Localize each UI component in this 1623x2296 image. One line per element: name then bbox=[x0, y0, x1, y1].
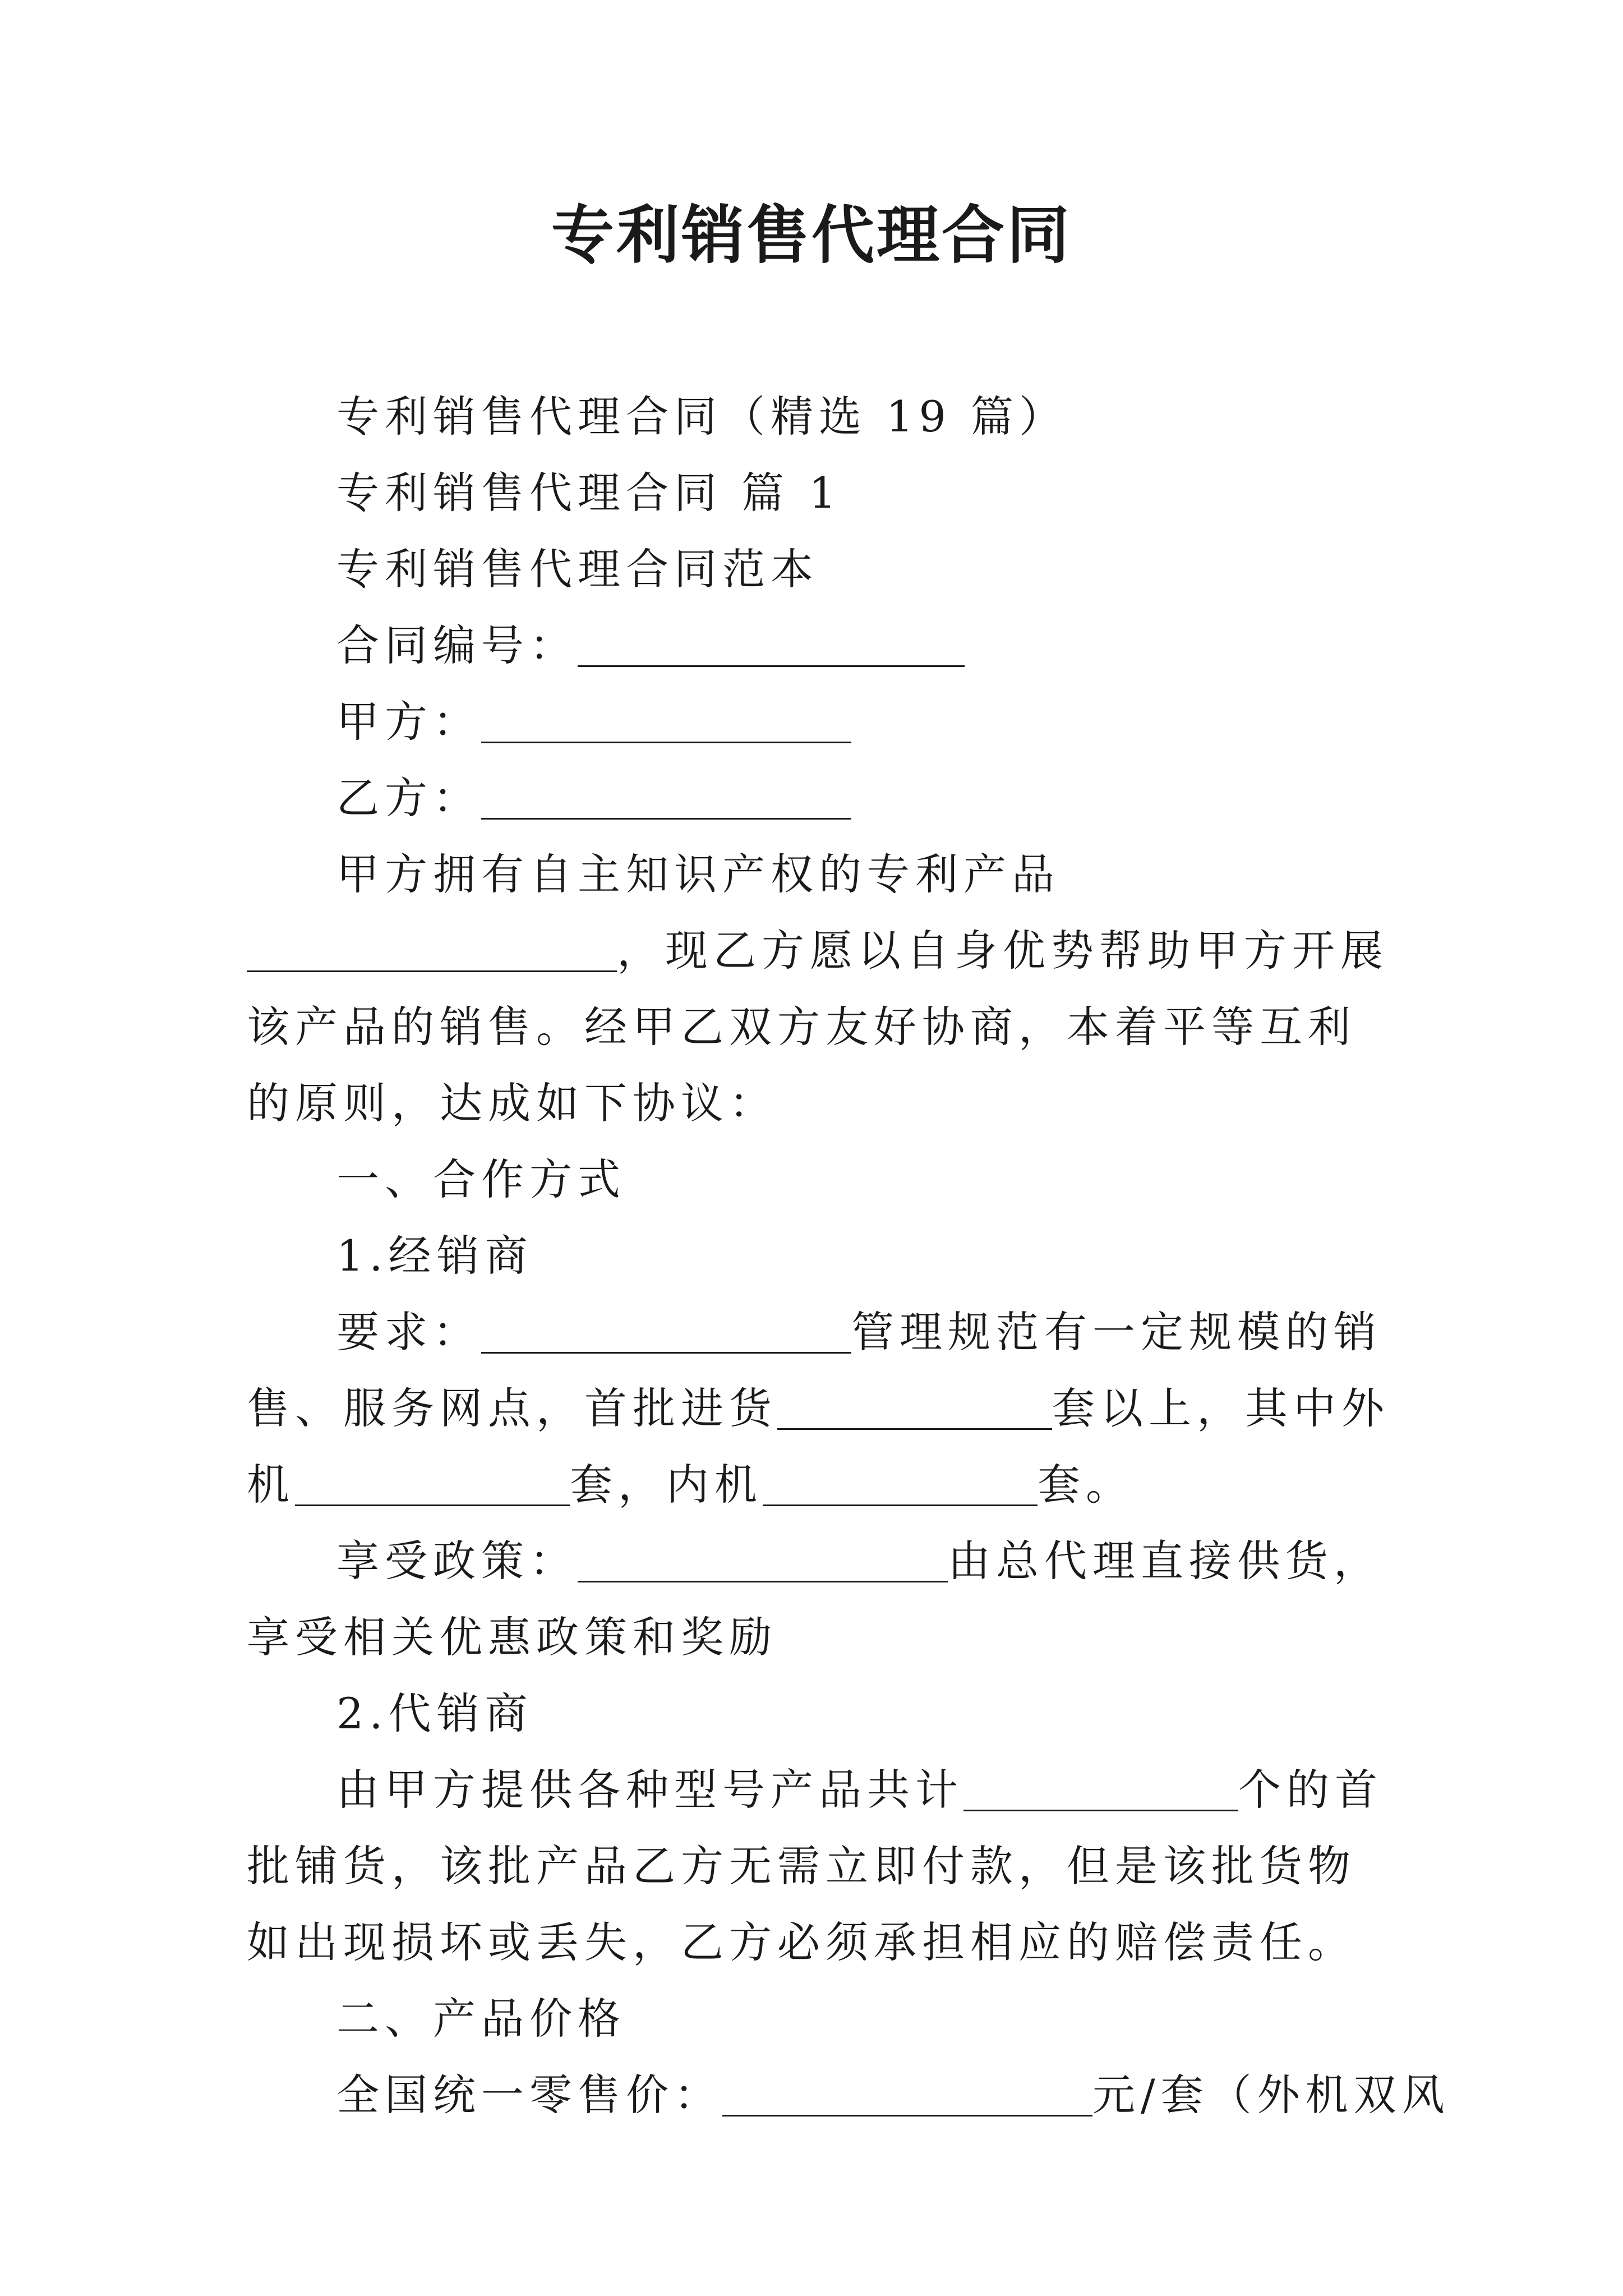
requirements-paragraph bbox=[247, 1294, 1391, 1523]
intro-paragraph bbox=[247, 836, 1391, 1142]
policy-blank bbox=[578, 1538, 948, 1582]
section-2-heading: 二、产品价格 bbox=[336, 1994, 626, 2044]
req-text-c: 套以上，其中外机 bbox=[247, 1383, 1390, 1510]
product-blank bbox=[247, 928, 617, 972]
section-1-heading: 一、合作方式 bbox=[336, 1154, 626, 1204]
contract-number-label: 合同编号： bbox=[336, 620, 578, 670]
party-a-label: 甲方： bbox=[336, 697, 481, 747]
req-text-e: 套。 bbox=[1038, 1460, 1134, 1510]
template-heading: 专利销售代理合同范本 bbox=[336, 544, 819, 594]
contract-number-blank bbox=[578, 623, 965, 667]
price-blank bbox=[722, 2072, 1092, 2116]
req-blank-1 bbox=[481, 1309, 851, 1354]
req-blank-3 bbox=[295, 1462, 570, 1506]
party-b-blank bbox=[481, 775, 851, 820]
req-blank-4 bbox=[763, 1462, 1038, 1506]
req-text-a: 要求： bbox=[336, 1307, 481, 1357]
req-blank-2 bbox=[777, 1386, 1052, 1430]
price-line bbox=[247, 2057, 1450, 2133]
intro-text-a: 甲方拥有自主知识产权的专利产品 bbox=[336, 849, 1060, 899]
subsection-consignee: 2.代销商 bbox=[336, 1688, 533, 1738]
consign-blank bbox=[963, 1767, 1238, 1811]
price-text-b: 元/套（外机双风 bbox=[1092, 2070, 1450, 2120]
consign-text-b: 个的首批铺货，该批产品乙方无需立即付款，但是该批货物如出现损坏或丢失，乙方必须承担相应的赔偿责任。 bbox=[247, 1765, 1383, 1967]
contract-number-line bbox=[247, 608, 1391, 684]
doc-subtitle: 专利销售代理合同（精选 19 篇） bbox=[336, 392, 1068, 441]
document-body bbox=[247, 379, 1450, 2133]
party-a-blank bbox=[481, 699, 851, 743]
party-b-line bbox=[247, 760, 1391, 836]
chapter-heading: 专利销售代理合同 篇 1 bbox=[336, 468, 842, 518]
consignment-paragraph bbox=[247, 1752, 1391, 1981]
policy-text-b: 由总代理直接供货，享受相关优惠政策和奖励 bbox=[247, 1536, 1382, 1662]
consign-text-a: 由甲方提供各种型号产品共计 bbox=[336, 1765, 963, 1815]
document-title: 专利销售代理合同 bbox=[551, 199, 1072, 272]
party-a-line bbox=[247, 684, 1391, 760]
price-text-a: 全国统一零售价： bbox=[336, 2070, 722, 2120]
party-b-label: 乙方： bbox=[336, 773, 481, 823]
intro-text-b: ，现乙方愿以自身优势帮助甲方开展该产品的销售。经甲乙双方友好协商，本着平等互利的原则，达成如下协议： bbox=[247, 926, 1389, 1128]
subsection-dealer: 1.经销商 bbox=[336, 1231, 533, 1281]
req-text-d: 套，内机 bbox=[570, 1460, 763, 1510]
policy-paragraph bbox=[247, 1523, 1391, 1676]
req-text-b: 管理规范有一定规模的销售、服务网点，首批进货 bbox=[247, 1307, 1382, 1433]
policy-text-a: 享受政策： bbox=[336, 1536, 578, 1586]
